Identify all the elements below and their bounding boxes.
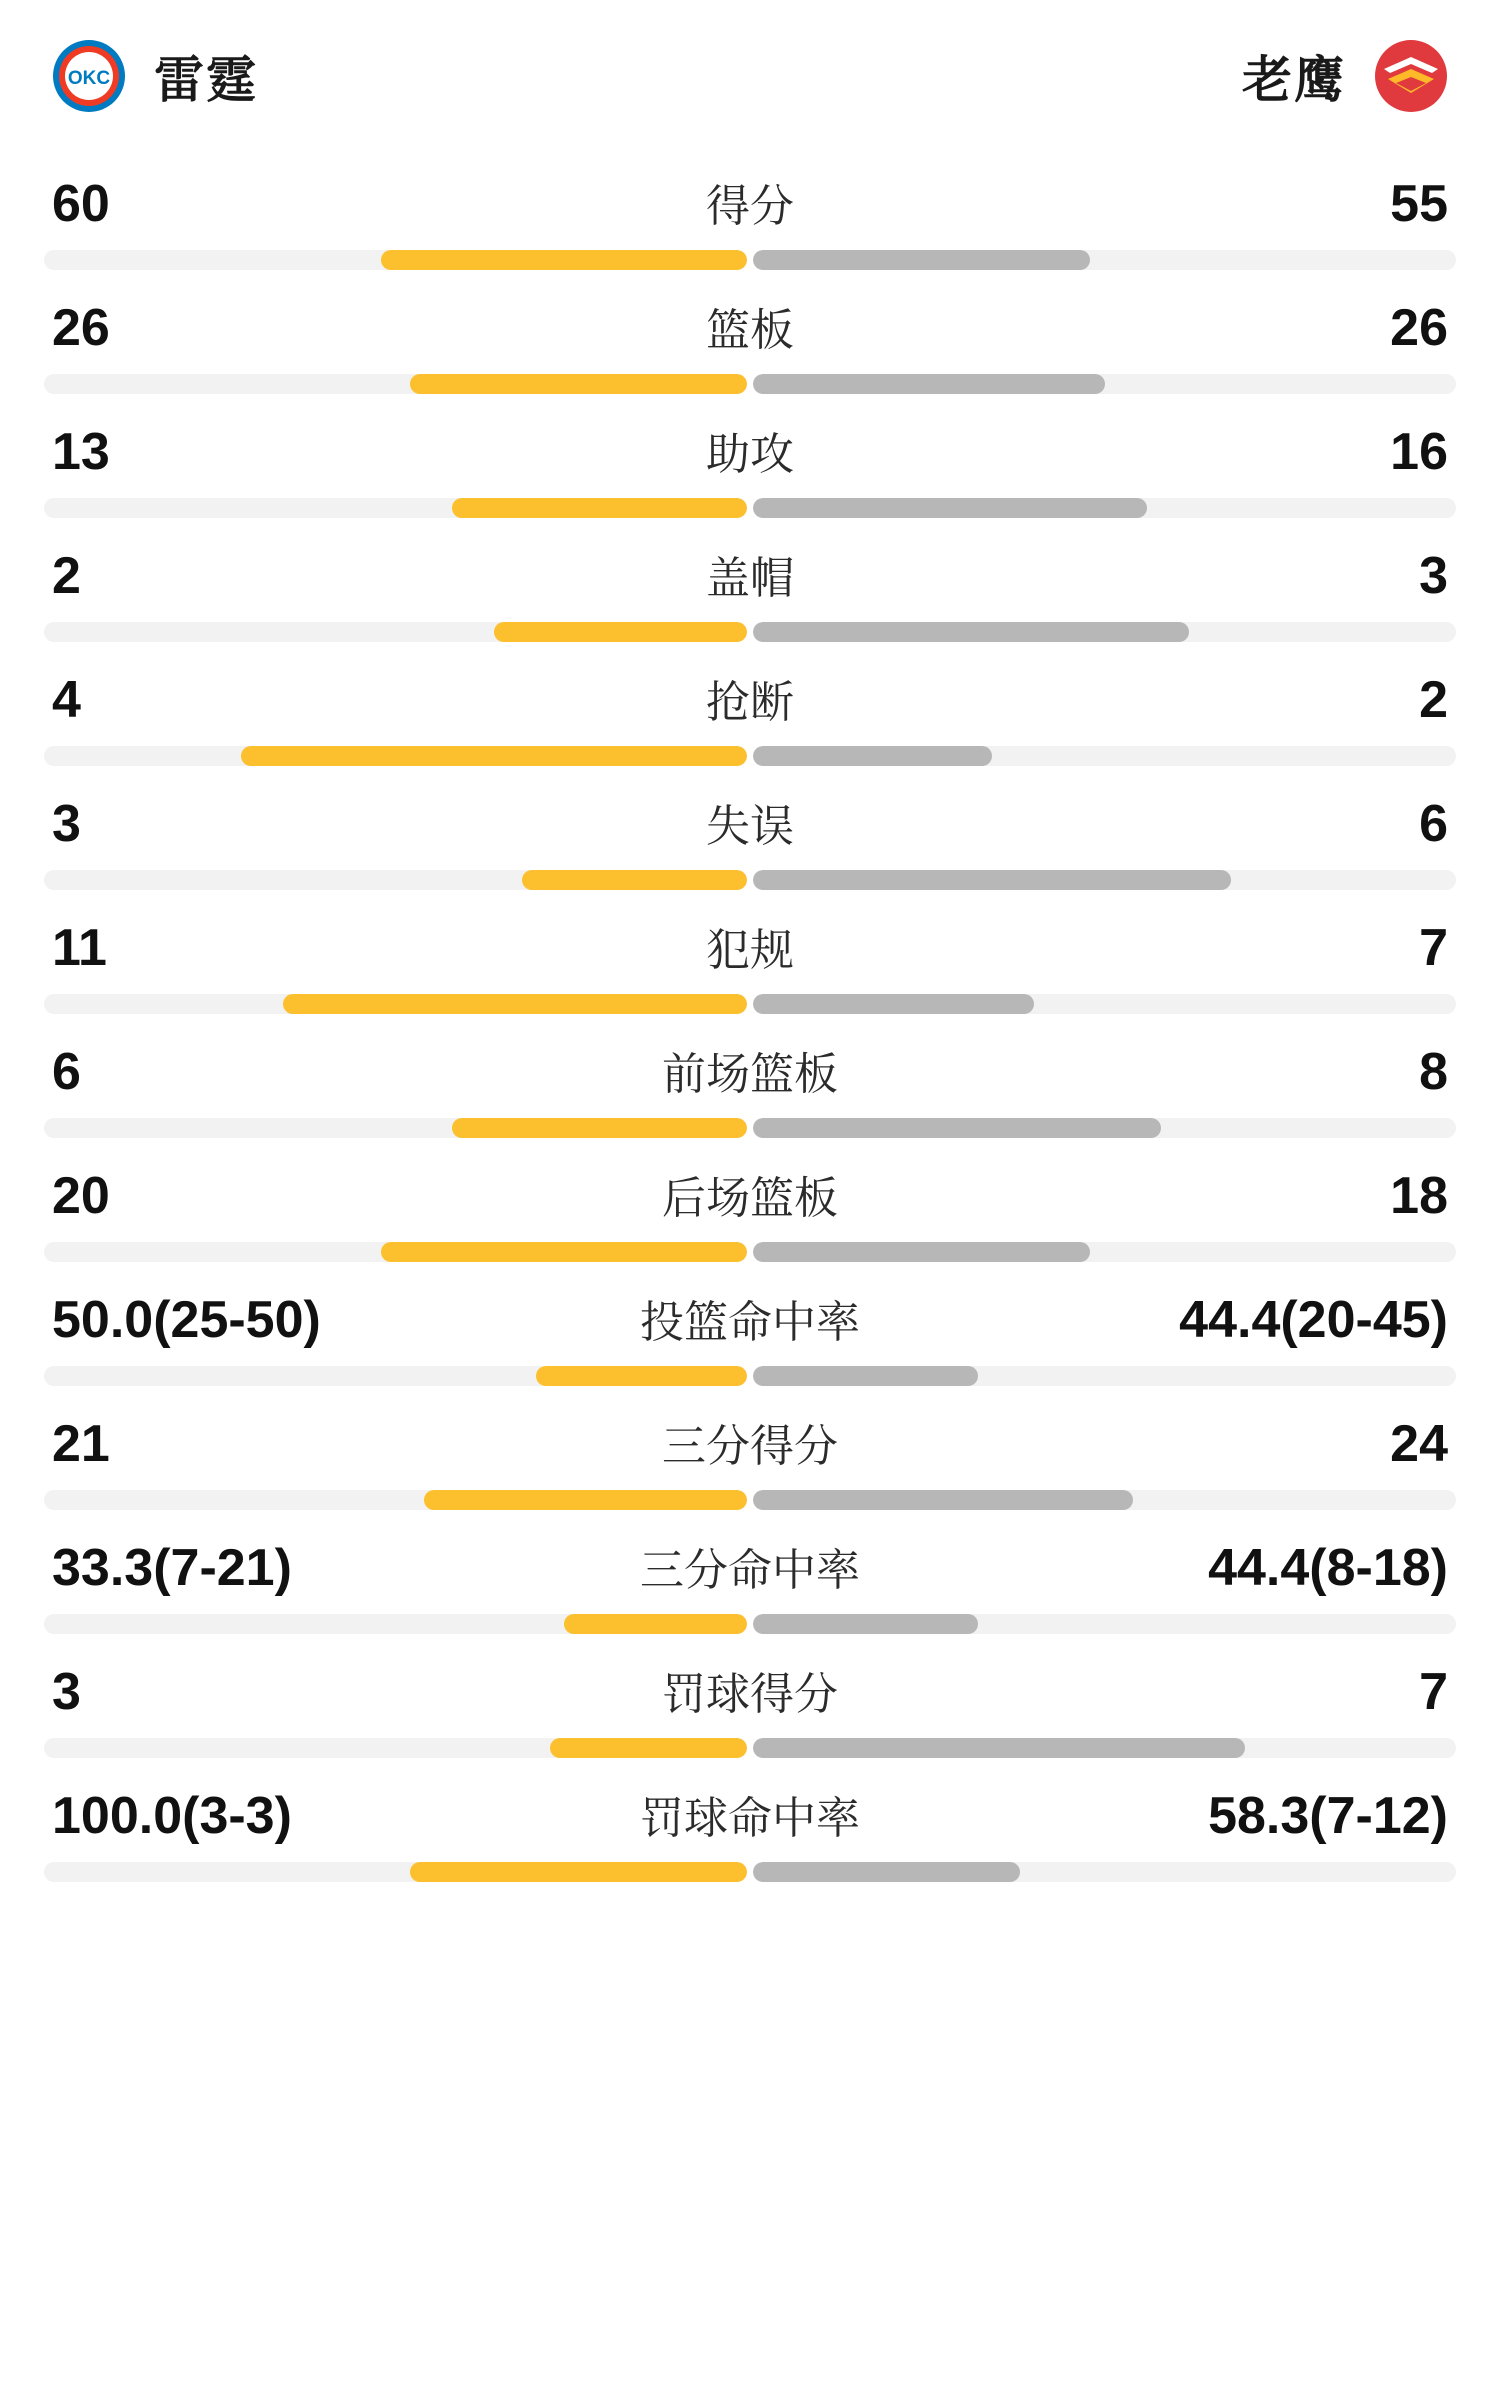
home-bar-track [44,1862,747,1882]
hawks-logo-icon [1374,39,1448,113]
home-bar-track [44,746,747,766]
stat-row [44,900,1456,1024]
away-stat-value: 3 [1419,547,1448,605]
stat-values [44,1286,1456,1366]
home-bar-track [44,250,747,270]
away-bar-fill [753,994,1034,1014]
stat-values [44,294,1456,374]
stat-values [44,1162,1456,1242]
away-bar-track [753,1118,1456,1138]
stat-bar [44,1118,1456,1138]
stat-values [44,666,1456,746]
away-bar-track [753,250,1456,270]
away-bar-fill [753,250,1090,270]
stat-values [44,790,1456,870]
away-bar-track [753,374,1456,394]
away-stat-value: 55 [1390,175,1448,233]
stat-row [44,1396,1456,1520]
stat-values [44,542,1456,622]
home-stat-value: 21 [52,1415,110,1473]
stat-row [44,404,1456,528]
home-team [52,39,258,113]
away-stat-value: 18 [1390,1167,1448,1225]
home-bar-fill [381,1242,747,1262]
stat-label: 犯规 [706,926,794,975]
stat-bar [44,1862,1456,1882]
away-stat-value: 44.4(8-18) [1208,1539,1448,1597]
away-bar-track [753,1242,1456,1262]
away-bar-track [753,1614,1456,1634]
home-bar-fill [564,1614,747,1634]
stat-row [44,1768,1456,1892]
away-bar-fill [753,1614,978,1634]
stat-label: 失误 [706,802,794,851]
home-stat-value: 3 [52,1663,81,1721]
home-bar-track [44,374,747,394]
stat-label: 盖帽 [706,554,794,603]
away-bar-track [753,994,1456,1014]
stat-label: 三分命中率 [640,1546,860,1595]
away-team [1242,39,1448,113]
stat-label: 抢断 [706,678,794,727]
stat-row [44,280,1456,404]
home-bar-track [44,870,747,890]
stat-bar [44,622,1456,642]
stat-values [44,418,1456,498]
stat-row [44,1272,1456,1396]
stat-label: 助攻 [706,430,794,479]
home-bar-fill [283,994,747,1014]
home-stat-value: 20 [52,1167,110,1225]
home-stat-value: 6 [52,1043,81,1101]
away-bar-fill [753,1862,1020,1882]
away-stat-value: 16 [1390,423,1448,481]
away-bar-fill [753,1490,1133,1510]
away-bar-track [753,746,1456,766]
stat-bar [44,1366,1456,1386]
home-stat-value: 3 [52,795,81,853]
away-bar-fill [753,870,1231,890]
away-bar-fill [753,1738,1245,1758]
home-bar-fill [522,870,747,890]
home-bar-fill [410,374,747,394]
stat-row [44,156,1456,280]
away-bar-track [753,870,1456,890]
home-bar-track [44,1242,747,1262]
away-bar-fill [753,1366,978,1386]
stat-row [44,1520,1456,1644]
stat-bar [44,994,1456,1014]
away-bar-track [753,1490,1456,1510]
away-stat-value: 44.4(20-45) [1179,1291,1448,1349]
stat-bar [44,1490,1456,1510]
stat-label: 罚球命中率 [640,1794,860,1843]
away-bar-track [753,1862,1456,1882]
away-stat-value: 2 [1419,671,1448,729]
stat-label: 得分 [706,182,794,231]
stat-values [44,1410,1456,1490]
home-stat-value: 26 [52,299,110,357]
home-bar-track [44,1118,747,1138]
stat-values [44,1534,1456,1614]
stat-label: 后场篮板 [662,1174,838,1223]
home-bar-fill [550,1738,747,1758]
away-team-name: 老鹰 [1242,52,1346,108]
home-bar-track [44,1614,747,1634]
home-stat-value: 100.0(3-3) [52,1787,292,1845]
stat-label: 罚球得分 [662,1670,838,1719]
stat-values [44,1658,1456,1738]
thunder-logo-icon [52,39,126,113]
home-bar-track [44,994,747,1014]
stat-bar [44,498,1456,518]
home-stat-value: 2 [52,547,81,605]
stat-row [44,1148,1456,1272]
home-bar-fill [452,1118,747,1138]
stat-values [44,1038,1456,1118]
stat-row [44,1024,1456,1148]
away-bar-fill [753,498,1147,518]
away-bar-track [753,1738,1456,1758]
away-stat-value: 6 [1419,795,1448,853]
stat-bar [44,1614,1456,1634]
teams-header [44,0,1456,152]
away-stat-value: 26 [1390,299,1448,357]
away-stat-value: 24 [1390,1415,1448,1473]
home-bar-track [44,498,747,518]
stat-bar [44,250,1456,270]
stat-bar [44,1738,1456,1758]
away-bar-fill [753,1242,1090,1262]
stat-row [44,528,1456,652]
stat-label: 投篮命中率 [640,1298,860,1347]
stat-values [44,914,1456,994]
home-bar-fill [241,746,747,766]
stat-bar [44,870,1456,890]
home-bar-track [44,622,747,642]
home-bar-track [44,1738,747,1758]
stat-row [44,1644,1456,1768]
home-bar-fill [494,622,747,642]
away-bar-fill [753,622,1189,642]
stat-bar [44,1242,1456,1262]
away-bar-track [753,498,1456,518]
stat-label: 前场篮板 [662,1050,838,1099]
home-stat-value: 33.3(7-21) [52,1539,292,1597]
home-stat-value: 11 [52,919,107,977]
away-bar-fill [753,374,1105,394]
away-stat-value: 58.3(7-12) [1208,1787,1448,1845]
home-bar-fill [424,1490,747,1510]
away-stat-value: 8 [1419,1043,1448,1101]
away-stat-value: 7 [1419,919,1448,977]
stat-values [44,1782,1456,1862]
away-bar-fill [753,746,992,766]
svg-text:OKC: OKC [67,68,111,89]
away-bar-track [753,622,1456,642]
stat-label: 三分得分 [662,1422,838,1471]
home-bar-track [44,1490,747,1510]
stat-row [44,776,1456,900]
away-bar-track [753,1366,1456,1386]
stat-values [44,170,1456,250]
stat-row [44,652,1456,776]
home-stat-value: 60 [52,175,110,233]
stats-list [44,152,1456,1892]
home-bar-fill [452,498,747,518]
away-stat-value: 7 [1419,1663,1448,1721]
home-bar-track [44,1366,747,1386]
home-stat-value: 50.0(25-50) [52,1291,321,1349]
home-bar-fill [410,1862,747,1882]
home-stat-value: 4 [52,671,81,729]
home-team-name: 雷霆 [154,52,258,108]
stat-label: 篮板 [706,306,794,355]
away-bar-fill [753,1118,1161,1138]
home-stat-value: 13 [52,423,110,481]
stat-bar [44,374,1456,394]
stat-bar [44,746,1456,766]
home-bar-fill [536,1366,747,1386]
home-bar-fill [381,250,747,270]
